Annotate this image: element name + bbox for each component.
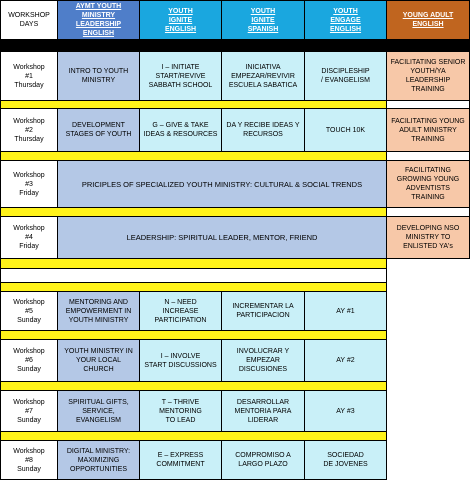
session-text: INCREMENTAR LA PARTICIPACION [232, 303, 294, 319]
header-young-adult-text: YOUNG ADULT ENGLISH [402, 12, 454, 28]
ignite-en-cell-6 [139, 339, 222, 382]
session-text: FACILITATING GROWING YOUNG ADVENTISTS TRAINING [396, 167, 460, 201]
young-adult-cell-1 [386, 51, 470, 101]
session-text: SPIRITUAL GIFTS, SERVICE, EVANGELISM [68, 398, 129, 424]
engage-cell-5 [304, 291, 387, 331]
aymt-cell-6 [57, 339, 140, 382]
engage-cell-2 [304, 108, 387, 152]
session-text: YOUTH MINISTRY IN YOUR LOCAL CHURCH [64, 348, 133, 373]
session-text: TOUCH 10K [325, 126, 366, 134]
session-text: PRICIPLES OF SPECIALIZED YOUTH MINISTRY: CULTURAL & SOCIAL TRENDS [81, 179, 363, 189]
session-text: I – INITIATE START/REVIVE SABBATH SCHOOL [148, 63, 213, 89]
combined-session-cell-3 [57, 160, 387, 208]
engage-cell-8 [304, 440, 387, 480]
block-gap [0, 268, 387, 283]
header-aymt-text: AYMT YOUTH MINISTRY LEADERSHIP ENGLISH [75, 3, 122, 37]
session-text: T – THRIVE MENTORING TO LEAD [159, 398, 202, 424]
header-workshop-days [0, 0, 58, 40]
session-text: INTRO TO YOUTH MINISTRY [68, 68, 129, 84]
aymt-cell-8 [57, 440, 140, 480]
day-text: Workshop #7 Sunday [13, 398, 45, 424]
session-text: AY #2 [336, 357, 355, 364]
session-text: COMPROMISO A LARGO PLAZO [235, 452, 291, 468]
header-aymt [57, 0, 140, 40]
day-text: Workshop #2 Thursday [13, 117, 45, 143]
session-text: DA Y RECIBE IDEAS Y RECURSOS [226, 122, 300, 138]
ignite-en-cell-5 [139, 291, 222, 331]
session-text: LEADERSHIP: SPIRITUAL LEADER, MENTOR, FRIEND [126, 233, 318, 242]
session-text: I – INVOLVE START DISCUSSIONS [144, 352, 217, 369]
session-text: DESARROLLAR MENTORIA PARA LIDERAR [234, 398, 292, 424]
session-text: SOCIEDAD DE JOVENES [323, 452, 368, 468]
engage-cell-6 [304, 339, 387, 382]
engage-cell-7 [304, 390, 387, 432]
ignite-es-cell-7 [221, 390, 305, 432]
session-text: E – EXPRESS COMMITMENT [156, 452, 205, 468]
ignite-es-cell-1 [221, 51, 305, 101]
ignite-en-cell-1 [139, 51, 222, 101]
session-text: N – NEED INCREASE PARTICIPATION [154, 298, 207, 324]
day-text: Workshop #1 Thursday [13, 63, 45, 89]
session-text: INVOLUCRAR Y EMPEZAR DISCUSIONES [236, 348, 290, 373]
day-text: Workshop #8 Sunday [13, 447, 45, 473]
header-ignite-en-text: YOUTH IGNITE ENGLISH [164, 7, 197, 33]
ignite-en-cell-2 [139, 108, 222, 152]
day-cell-6 [0, 339, 58, 382]
session-text: DIGITAL MINISTRY: MAXIMIZING OPPORTUNITIES [66, 447, 131, 473]
header-engage-text: YOUTH ENGAGE ENGLISH [329, 7, 362, 33]
session-text: FACILITATING YOUNG ADULT MINISTRY TRAINING [391, 117, 465, 143]
header-young-adult [386, 0, 470, 40]
header-ignite-english [139, 0, 222, 40]
aymt-cell-7 [57, 390, 140, 432]
day-text: Workshop #6 Sunday [13, 348, 45, 373]
aymt-cell-5 [57, 291, 140, 331]
day-cell-2 [0, 108, 58, 152]
header-divider [0, 40, 470, 51]
session-text: DEVELOPING NSO MINISTRY TO ENLISTED YA's [396, 225, 460, 250]
day-text: Workshop #5 Sunday [13, 298, 45, 324]
aymt-cell-2 [57, 108, 140, 152]
ignite-es-cell-5 [221, 291, 305, 331]
ignite-en-cell-8 [139, 440, 222, 480]
day-cell-3 [0, 160, 58, 208]
day-text: Workshop #3 Friday [13, 171, 45, 197]
combined-session-cell-4 [57, 216, 387, 259]
session-text: FACILITATING SENIOR YOUTH/YA LEADERSHIP TRAINING [390, 59, 466, 93]
day-cell-1 [0, 51, 58, 101]
ignite-en-cell-7 [139, 390, 222, 432]
header-engage-english [304, 0, 387, 40]
ignite-es-cell-6 [221, 339, 305, 382]
young-adult-cell-2 [386, 108, 470, 152]
day-text: Workshop #4 Friday [13, 225, 45, 250]
day-cell-5 [0, 291, 58, 331]
aymt-cell-1 [57, 51, 140, 101]
ignite-es-cell-2 [221, 108, 305, 152]
session-text: DISCIPLESHIP / EVANGELISM [321, 68, 370, 84]
day-cell-4 [0, 216, 58, 259]
day-cell-7 [0, 390, 58, 432]
header-days-text: WORKSHOP DAYS [8, 12, 50, 28]
session-text: AY #1 [336, 307, 355, 315]
young-adult-cell-4 [386, 216, 470, 259]
session-text: AY #3 [336, 407, 355, 415]
young-adult-cell-3 [386, 160, 470, 208]
session-text: INICIATIVA EMPEZAR/REVIVIR ESCUELA SABATICA [228, 63, 298, 89]
ignite-es-cell-8 [221, 440, 305, 480]
header-ignite-es-text: YOUTH IGNITE SPANISH [247, 7, 279, 33]
session-text: G – GIVE & TAKE IDEAS & RESOURCES [143, 122, 218, 138]
header-ignite-spanish [221, 0, 305, 40]
session-text: DEVELOPMENT STAGES OF YOUTH [65, 122, 132, 138]
engage-cell-1 [304, 51, 387, 101]
session-text: MENTORING AND EMPOWERMENT IN YOUTH MINISTRY [65, 298, 132, 324]
day-cell-8 [0, 440, 58, 480]
